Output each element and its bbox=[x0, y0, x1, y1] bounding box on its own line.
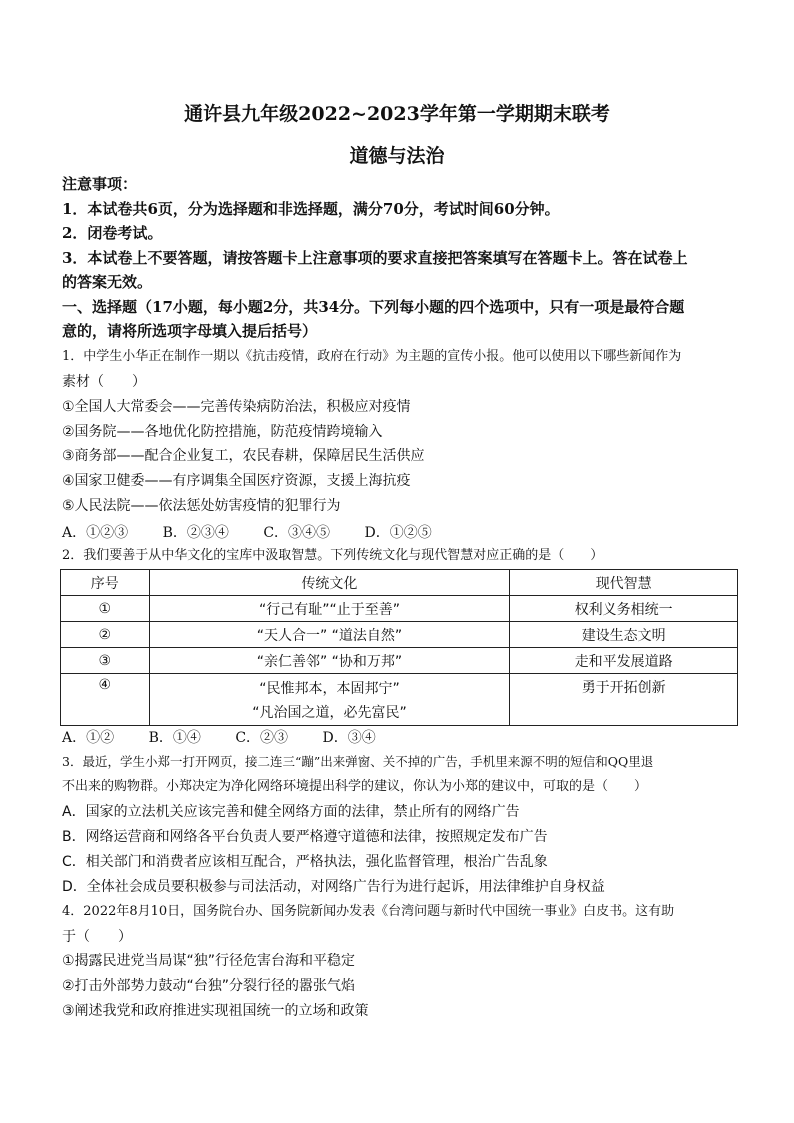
cell-wisdom: 权利义务相统一 bbox=[510, 596, 738, 622]
note-item: 2．闭卷考试。 bbox=[62, 224, 163, 242]
cell-culture: “亲仁善邻” “协和万邦” bbox=[149, 648, 510, 674]
q3-stem-cont: 不出来的购物群。小郑决定为净化网络环境提出科学的建议，你认为小郑的建议中，可取的是（ ） bbox=[62, 779, 648, 794]
q3-option-a[interactable]: A．国家的立法机关应该完善和健全网络方面的法律，禁止所有的网络广告 bbox=[62, 804, 520, 820]
header-no: 序号 bbox=[61, 570, 150, 596]
cell-wisdom: 建设生态文明 bbox=[510, 622, 738, 648]
cell-culture-line2: “凡治国之道，必先富民” bbox=[252, 704, 407, 721]
table-row bbox=[61, 622, 738, 648]
q3-option-c[interactable]: C．相关部门和消费者应该相互配合，严格执法，强化监督管理，根治广告乱象 bbox=[62, 854, 548, 870]
header-culture: 传统文化 bbox=[149, 570, 510, 596]
cell-no: ③ bbox=[61, 648, 150, 674]
cell-culture: “天人合一” “道法自然” bbox=[149, 622, 510, 648]
q1-item: ①全国人大常委会——完善传染病防治法，积极应对疫情 bbox=[62, 399, 411, 415]
cell-no: ① bbox=[61, 596, 150, 622]
header-wisdom: 现代智慧 bbox=[510, 570, 738, 596]
note-item: 3．本试卷上不要答题，请按答题卡上注意事项的要求直接把答案填写在答题卡上。答在试卷上 bbox=[62, 249, 688, 267]
q4-item: ③阐述我党和政府推进实现祖国统一的立场和政策 bbox=[62, 1003, 369, 1019]
cell-culture bbox=[149, 674, 510, 726]
q1-item: ④国家卫健委——有序调集全国医疗资源，支援上海抗疫 bbox=[62, 473, 411, 489]
q3-option-d[interactable]: D．全体社会成员要积极参与司法活动，对网络广告行为进行起诉，用法律维护自身权益 bbox=[62, 879, 605, 895]
table-header-row bbox=[61, 570, 738, 596]
q1-item: ②国务院——各地优化防控措施，防范疫情跨境输入 bbox=[62, 424, 383, 440]
option-a[interactable]: A．①② bbox=[62, 730, 115, 746]
option-c[interactable]: C．③④⑤ bbox=[263, 525, 331, 541]
q4-item: ②打击外部势力鼓动“台独”分裂行径的嚣张气焰 bbox=[62, 978, 356, 994]
q4-item: ①揭露民进党当局谋“独”行径危害台海和平稳定 bbox=[62, 953, 356, 969]
cell-wisdom: 勇于开拓创新 bbox=[510, 674, 738, 726]
cell-culture: “行己有耻”“止于至善” bbox=[149, 596, 510, 622]
option-d[interactable]: D．③④ bbox=[322, 730, 376, 746]
option-b[interactable]: B．②③④ bbox=[162, 525, 229, 541]
cell-no: ② bbox=[61, 622, 150, 648]
section-heading: 一、选择题（17小题，每小题2分，共34分。下列每小题的四个选项中，只有一项是最符合题 bbox=[62, 298, 685, 316]
q1-item: ③商务部——配合企业复工，农民春耕，保障居民生活供应 bbox=[62, 448, 425, 464]
exam-title: 通许县九年级2022~2023学年第一学期期末联考 bbox=[184, 103, 610, 125]
q1-item: ⑤人民法院——依法惩处妨害疫情的犯罪行为 bbox=[62, 498, 341, 514]
q2-stem: 2．我们要善于从中华文化的宝库中汲取智慧。下列传统文化与现代智慧对应正确的是（ ） bbox=[62, 548, 604, 563]
option-c[interactable]: C．②③ bbox=[235, 730, 289, 746]
option-b[interactable]: B．①④ bbox=[148, 730, 201, 746]
note-item: 的答案无效。 bbox=[62, 273, 153, 291]
q1-options bbox=[62, 522, 462, 542]
q1-stem: 1．中学生小华正在制作一期以《抗击疫情，政府在行动》为主题的宣传小报。他可以使用以下哪些新闻作为 bbox=[62, 349, 682, 364]
q2-table bbox=[60, 569, 738, 726]
q1-stem-cont: 素材（ ） bbox=[62, 374, 146, 390]
q3-option-b[interactable]: B．网络运营商和网络各平台负责人要严格遵守道德和法律，按照规定发布广告 bbox=[62, 829, 548, 845]
notes-heading: 注意事项： bbox=[62, 175, 138, 193]
q3-stem: 3．最近，学生小郑一打开网页，接二连三“蹦”出来弹窗、关不掉的广告，手机里来源不明的短信和QQ里退 bbox=[62, 754, 654, 769]
note-item: 1．本试卷共6页，分为选择题和非选择题，满分70分，考试时间60分钟。 bbox=[62, 200, 560, 218]
cell-culture-line1: “民惟邦本，本固邦宁” bbox=[259, 680, 400, 697]
table-row bbox=[61, 648, 738, 674]
table-row bbox=[61, 674, 738, 726]
option-a[interactable]: A．①②③ bbox=[62, 525, 129, 541]
option-d[interactable]: D．①②⑤ bbox=[364, 525, 432, 541]
q4-stem: 4．2022年8月10日，国务院台办、国务院新闻办发表《台湾问题与新时代中国统一事业》白皮书。这有助 bbox=[62, 904, 675, 919]
table-row bbox=[61, 596, 738, 622]
q2-options bbox=[62, 727, 406, 747]
cell-wisdom: 走和平发展道路 bbox=[510, 648, 738, 674]
q4-stem-cont: 于（ ） bbox=[62, 929, 132, 945]
cell-no: ④ bbox=[61, 674, 150, 726]
subject-title: 道德与法治 bbox=[349, 145, 445, 167]
section-heading-cont: 意的，请将所选项字母填入提后括号） bbox=[62, 322, 318, 340]
